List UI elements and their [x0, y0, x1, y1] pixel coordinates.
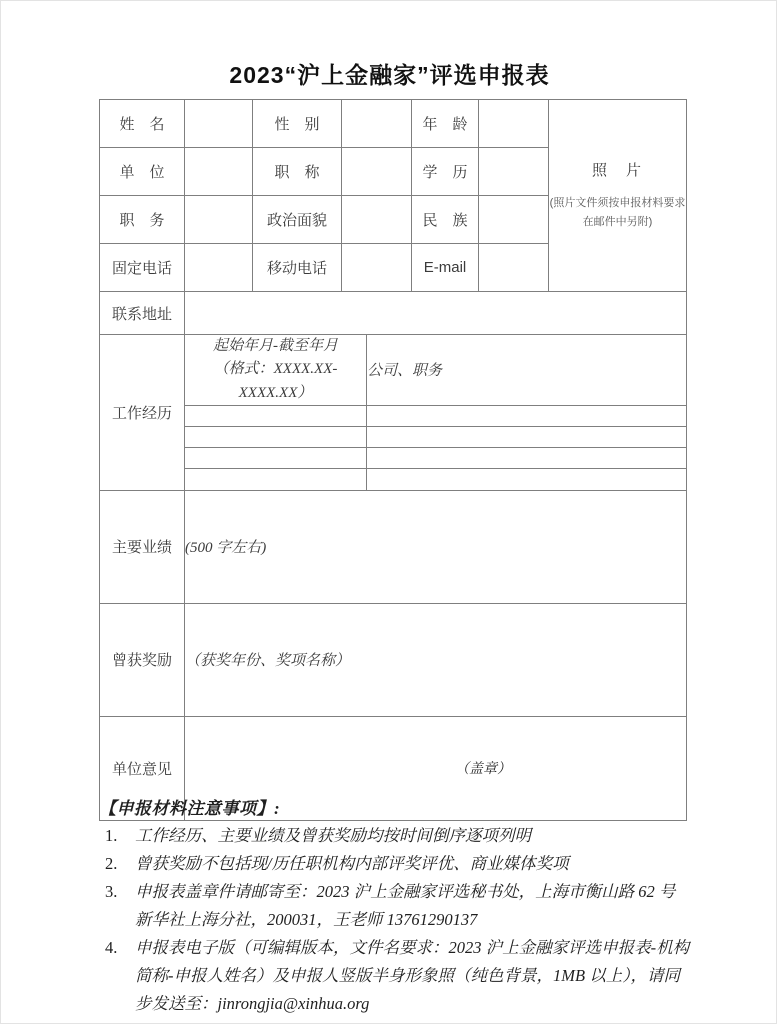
note-text: 申报表盖章件请邮寄至：2023 沪上金融家评选秘书处，上海市衡山路 62 号新华社上海分社，200031，王老师 13761290137	[135, 881, 676, 929]
note-item-2	[99, 850, 691, 878]
note-text: 曾获奖励不包括现/历任职机构内部评奖评优、商业媒体奖项	[135, 853, 569, 873]
work-dates-header-line1: 起始年月-截至年月	[213, 338, 338, 354]
work-dates-input-cell[interactable]	[185, 468, 367, 490]
photo-note: (照片文件须按申报材料要求在邮件中另附)	[549, 197, 686, 228]
label-education: 学 历	[412, 148, 479, 196]
table-row	[100, 490, 687, 603]
notes-heading: 【申报材料注意事项】:	[99, 799, 281, 818]
work-company-header: 公司、职务	[367, 335, 687, 406]
unit-input-cell[interactable]	[185, 148, 253, 196]
label-political-status: 政治面貌	[253, 196, 342, 244]
work-company-input-cell[interactable]	[367, 426, 687, 447]
table-row	[100, 292, 687, 335]
seal-hint: （盖章）	[455, 762, 511, 778]
ethnicity-input-cell[interactable]	[479, 196, 549, 244]
address-input-cell[interactable]	[185, 292, 687, 335]
job-title-input-cell[interactable]	[342, 148, 412, 196]
application-form-table	[99, 99, 687, 821]
age-input-cell[interactable]	[479, 100, 549, 148]
achievements-input-cell[interactable]	[185, 490, 687, 603]
work-company-input-cell[interactable]	[367, 405, 687, 426]
awards-input-cell[interactable]	[185, 603, 687, 716]
note-number: 1.	[105, 825, 118, 845]
work-dates-header	[185, 335, 367, 406]
label-age: 年 龄	[412, 100, 479, 148]
label-address: 联系地址	[100, 292, 185, 335]
awards-hint: （获奖年份、奖项名称）	[185, 653, 351, 670]
work-dates-input-cell[interactable]	[185, 426, 367, 447]
email-input-cell[interactable]	[479, 244, 549, 292]
label-main-achievements: 主要业绩	[100, 490, 185, 603]
achievements-hint: (500 字左右)	[185, 540, 267, 557]
label-ethnicity: 民 族	[412, 196, 479, 244]
note-number: 3.	[105, 881, 118, 901]
table-row	[100, 100, 687, 148]
note-item-3	[99, 878, 691, 934]
label-job-title: 职 称	[253, 148, 342, 196]
landline-input-cell[interactable]	[185, 244, 253, 292]
label-work-experience: 工作经历	[100, 335, 185, 491]
work-dates-input-cell[interactable]	[185, 405, 367, 426]
label-email: E-mail	[412, 244, 479, 292]
note-item-1	[99, 822, 691, 850]
label-mobile: 移动电话	[253, 244, 342, 292]
label-unit: 单 位	[100, 148, 185, 196]
label-gender: 性 别	[253, 100, 342, 148]
table-row	[100, 468, 687, 490]
table-row	[100, 603, 687, 716]
label-org-opinion: 单位意见	[100, 716, 185, 820]
label-position: 职 务	[100, 196, 185, 244]
education-input-cell[interactable]	[479, 148, 549, 196]
photo-label: 照 片	[591, 162, 643, 180]
mobile-input-cell[interactable]	[342, 244, 412, 292]
photo-cell[interactable]	[549, 100, 687, 292]
table-row	[100, 426, 687, 447]
note-text: 工作经历、主要业绩及曾获奖励均按时间倒序逐项列明	[135, 825, 531, 845]
label-name: 姓 名	[100, 100, 185, 148]
work-company-input-cell[interactable]	[367, 447, 687, 468]
table-row	[100, 405, 687, 426]
notes-section	[99, 797, 691, 1018]
gender-input-cell[interactable]	[342, 100, 412, 148]
page-title: 2023“沪上金融家”评选申报表	[229, 62, 550, 88]
note-text: 申报表电子版（可编辑版本，文件名要求：2023 沪上金融家评选申报表-机构简称-申报人姓名）及申报人竖版半身形象照（纯色背景，1MB 以上），请同步发送至：jinrongjia@xinhua.org	[135, 937, 690, 1013]
work-company-input-cell[interactable]	[367, 468, 687, 490]
label-awards: 曾获奖励	[100, 603, 185, 716]
note-item-4	[99, 934, 691, 1018]
political-status-input-cell[interactable]	[342, 196, 412, 244]
table-row	[100, 335, 687, 406]
table-row	[100, 447, 687, 468]
position-input-cell[interactable]	[185, 196, 253, 244]
work-dates-header-line2: （格式：XXXX.XX-XXXX.XX）	[213, 361, 338, 401]
name-input-cell[interactable]	[185, 100, 253, 148]
label-landline: 固定电话	[100, 244, 185, 292]
note-number: 2.	[105, 853, 118, 873]
work-dates-input-cell[interactable]	[185, 447, 367, 468]
note-number: 4.	[105, 937, 118, 957]
